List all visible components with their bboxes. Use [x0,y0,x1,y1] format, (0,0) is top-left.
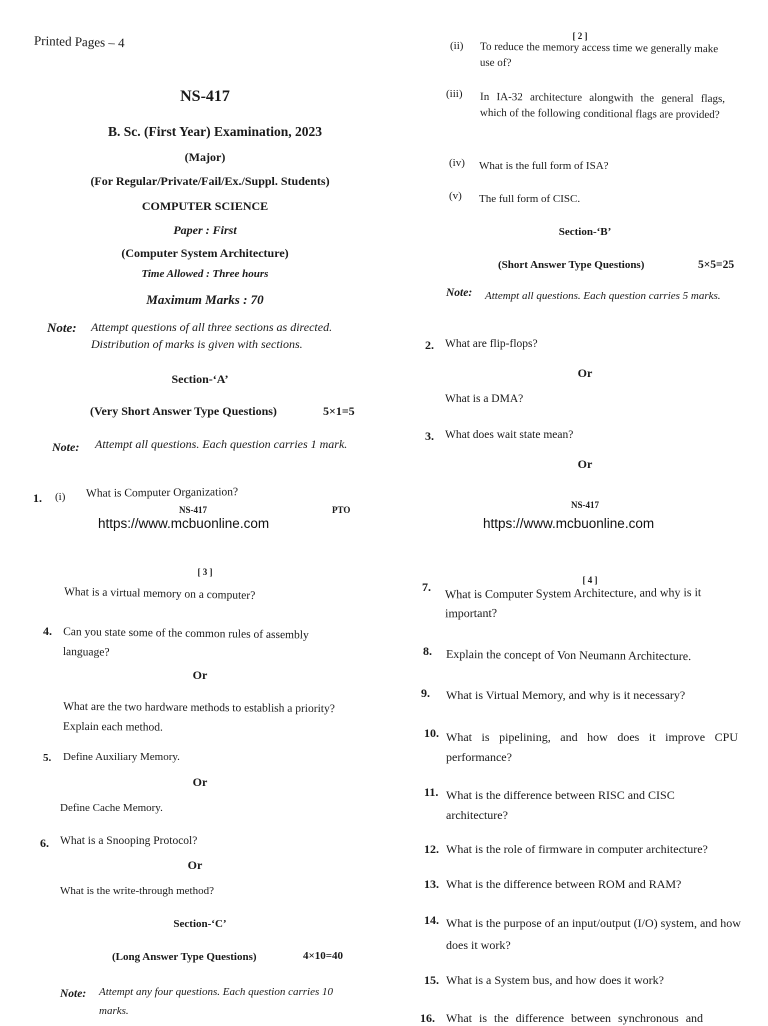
note-a-label: Note: [52,440,80,454]
or-label-q5: Or [192,775,208,789]
q15-number: 15. [424,973,439,987]
q5-alt-text: Define Cache Memory. [60,802,163,814]
q13-text: What is the difference between ROM and RAM? [446,877,682,891]
section-a-marks: 5×1=5 [323,404,355,418]
or-label-q4: Or [192,668,208,682]
q2-alt-text: What is a DMA? [445,393,524,405]
q7-number: 7. [422,580,431,594]
q1-iii-text: In IA-32 architecture alongwith the general flags, which of the following conditional flags are provided? [479,90,726,122]
q3-text: What does wait state mean? [445,429,574,441]
note-a-text: Attempt all questions. Each question carries 1 mark. [95,437,348,451]
website-url-1[interactable]: https://www.mcbuonline.com [98,516,270,531]
section-c-heading: Section-‘C’ [173,918,227,930]
subject-label: COMPUTER SCIENCE [141,199,269,213]
time-allowed: Time Allowed : Three hours [141,268,269,280]
note-label: Note: [47,320,77,335]
note-c-label: Note: [60,988,87,1000]
q1-ii-number: (ii) [450,40,464,52]
note-text: Attempt questions of all three sections as directed. Distribution of marks is given with sections. [91,320,333,351]
note-b-label: Note: [446,287,473,299]
page-number-2: [ 2 ] [572,31,588,41]
paper-code: NS-417 [180,88,230,105]
max-marks: Maximum Marks : 70 [146,292,264,307]
q4-number: 4. [43,624,52,638]
printed-pages: Printed Pages – 4 [33,32,125,51]
q1-iv-text: What is the full form of ISA? [479,160,609,172]
q8-text: Explain the concept of Von Neumann Architecture. [445,646,692,664]
q10-number: 10. [424,726,439,740]
q9-number: 9. [421,686,430,700]
q13-number: 13. [424,877,439,891]
q11-text: What is the difference between RISC and CISC architecture? [446,788,675,822]
q1-number: 1. [33,491,42,505]
q8-number: 8. [423,644,432,658]
section-c-marks: 4×10=40 [303,950,344,962]
students-label: (For Regular/Private/Fail/Ex./Suppl. Students) [90,174,330,188]
q1-text: What is Computer Organization? [85,486,239,500]
or-label-q6: Or [187,858,203,872]
paper-title: (Computer System Architecture) [121,246,289,260]
q16-number: 16. [420,1011,435,1025]
footer-code-1: NS-417 [179,505,208,515]
section-a-type: (Very Short Answer Type Questions) [90,404,277,418]
q1-v-text: The full form of CISC. [479,193,581,205]
q5-text: Define Auxiliary Memory. [63,751,180,763]
note-c-text: Attempt any four questions. Each question carries 10 marks. [99,986,334,1017]
q16-text: What is the difference between synchronous and [446,1011,704,1025]
q6-alt-text: What is the write-through method? [60,885,214,897]
website-url-2[interactable]: https://www.mcbuonline.com [483,516,655,531]
note-b-text: Attempt all questions. Each question carries 5 marks. [485,290,721,302]
q2-text: What are flip-flops? [445,338,538,350]
footer-code-2: NS-417 [570,500,599,510]
major-label: (Major) [184,150,226,164]
q1-ii-text: To reduce the memory access time we generally make use of? [479,40,719,70]
q15-text: What is a System bus, and how does it work? [446,973,664,987]
q7-text: What is Computer System Architecture, and why is it important? [444,585,702,621]
exam-title: B. Sc. (First Year) Examination, 2023 [108,124,322,139]
q14-text: What is the purpose of an input/output (I/O) system, and how does it work? [446,916,741,952]
q3-number: 3. [425,429,434,443]
pto-label: PTO [332,505,351,515]
section-b-type: (Short Answer Type Questions) [498,259,645,271]
q9-text: What is Virtual Memory, and why is it necessary? [446,688,686,702]
q14-number: 14. [424,913,439,927]
q6-text: What is a Snooping Protocol? [60,835,198,847]
q12-text: What is the role of firmware in computer architecture? [446,842,708,856]
or-label-q2: Or [577,366,593,380]
q11-number: 11. [424,785,439,799]
q6-number: 6. [40,836,49,850]
q4-text: Can you state some of the common rules of assembly language? [62,626,309,659]
q2-number: 2. [425,338,434,352]
q5-number: 5. [43,752,52,764]
paper-label: Paper : First [173,223,237,237]
section-c-type: (Long Answer Type Questions) [112,951,257,963]
section-a-heading: Section-‘A’ [171,372,229,386]
q1-iv-number: (iv) [449,157,465,169]
q1-sub: (i) [55,491,66,503]
or-label-q3: Or [577,457,593,471]
q1-iii-number: (iii) [446,88,463,100]
q4-alt-text: What are the two hardware methods to establish a priority? Explain each method. [62,700,335,734]
section-b-heading: Section-‘B’ [558,226,612,238]
q10-text: What is pipelining, and how does it improve CPU performance? [446,730,738,764]
page-number-4: [ 4 ] [582,575,598,585]
page-number-3: [ 3 ] [197,567,213,577]
q1-virtual-memory-text: What is a virtual memory on a computer? [63,585,256,603]
section-b-marks: 5×5=25 [698,259,735,271]
q1-v-number: (v) [449,190,462,202]
q12-number: 12. [424,842,439,856]
